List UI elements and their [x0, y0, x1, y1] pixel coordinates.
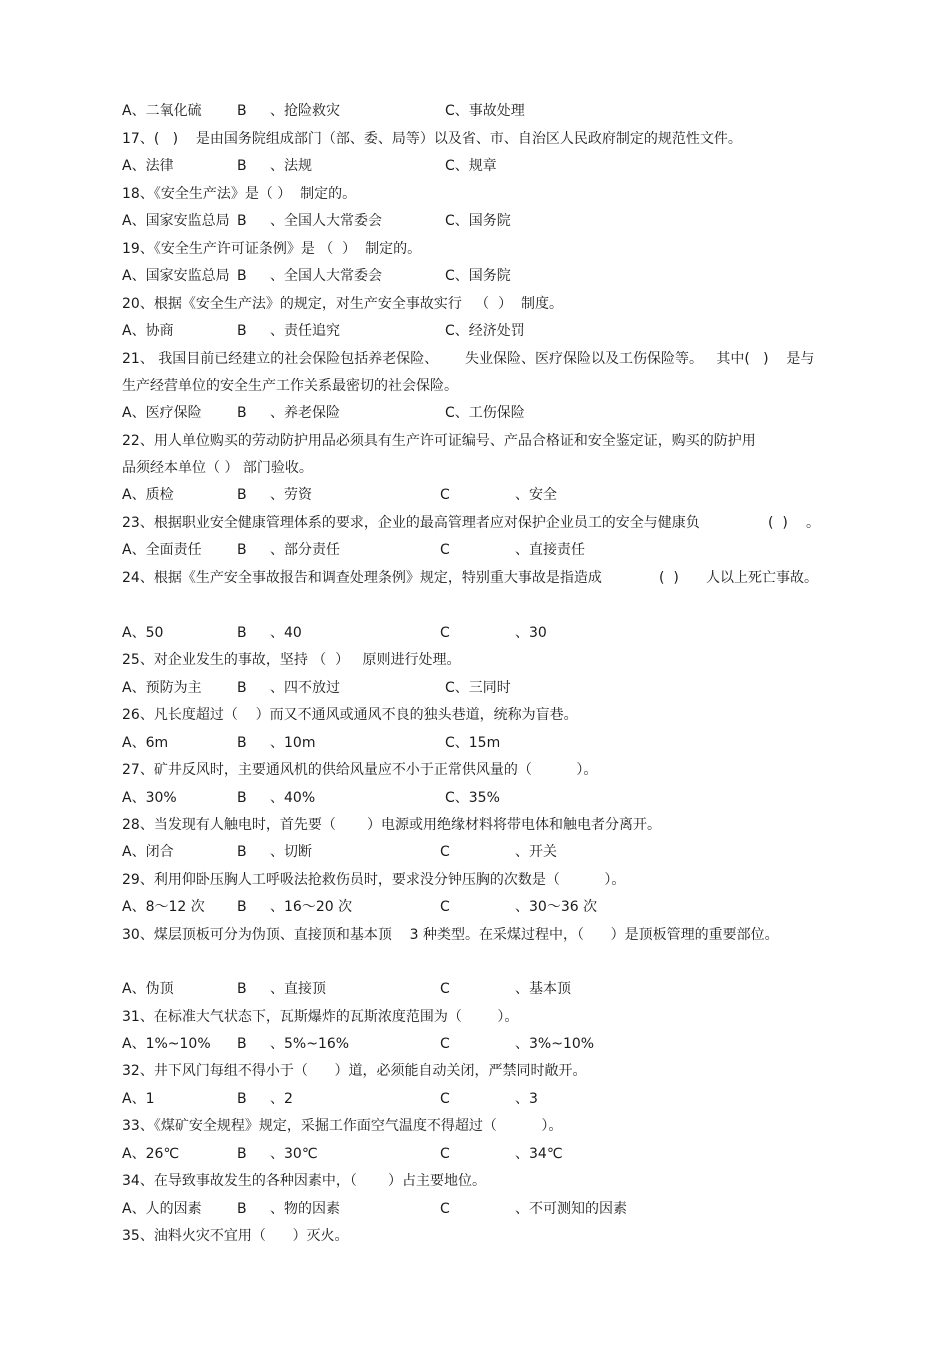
option-text: B	[237, 323, 247, 339]
option-text: 、基本顶	[515, 981, 571, 997]
option-text: A、26℃	[122, 1146, 180, 1162]
option-text: 、开关	[515, 844, 557, 860]
option-text: B	[237, 680, 247, 696]
option-text: 、直接顶	[270, 981, 326, 997]
option-text: B	[237, 268, 247, 284]
option-text: B	[237, 899, 247, 915]
option-text: A、医疗保险	[122, 405, 202, 421]
option-text: 、40	[270, 625, 302, 641]
option-text: A、50	[122, 625, 164, 641]
question-text: 17、( ) 是由国务院组成部门（部、委、局等）以及省、市、自治区人民政府制定的规范性文件。	[122, 131, 742, 147]
question-text: 23、根据职业安全健康管理体系的要求，企业的最高管理者应对保护企业员工的安全与健康负	[122, 515, 700, 531]
option-text: B	[237, 790, 247, 806]
option-text: 、法规	[270, 158, 312, 174]
question-text: 24、根据《生产安全事故报告和调查处理条例》规定，特别重大事故是指造成	[122, 570, 602, 586]
option-text: A、法律	[122, 158, 174, 174]
option-text: C、三同时	[445, 680, 511, 696]
question-text: 28、当发现有人触电时，首先要（ ）电源或用绝缘材料将带电体和触电者分离开。	[122, 817, 661, 833]
option-text: C、事故处理	[445, 103, 525, 119]
option-text: C、国务院	[445, 213, 511, 229]
option-text: C	[440, 844, 450, 860]
question-text: 25、对企业发生的事故，坚持 （ ） 原则进行处理。	[122, 652, 461, 668]
option-text: A、1%~10%	[122, 1036, 211, 1052]
option-text: 、切断	[270, 844, 312, 860]
option-text: B	[237, 542, 247, 558]
option-text: C	[440, 899, 450, 915]
question-text: 26、凡长度超过（ ）而又不通风或通风不良的独头巷道，统称为盲巷。	[122, 707, 578, 723]
question-text: 31、在标准大气状态下，瓦斯爆炸的瓦斯浓度范围为（ ）。	[122, 1009, 519, 1025]
option-text: A、预防为主	[122, 680, 202, 696]
option-text: 、劳资	[270, 487, 312, 503]
option-text: A、国家安监总局	[122, 268, 230, 284]
question-text: 生产经营单位的安全生产工作关系最密切的社会保险。	[122, 378, 458, 394]
question-text: 人以上死亡事故。	[706, 570, 818, 586]
option-text: B	[237, 103, 247, 119]
option-text: B	[237, 487, 247, 503]
option-text: C	[440, 981, 450, 997]
question-text: 34、在导致事故发生的各种因素中，（ ）占主要地位。	[122, 1173, 486, 1189]
option-text: 、全国人大常委会	[270, 213, 382, 229]
option-text: C、15m	[445, 735, 501, 751]
option-text: 、10m	[270, 735, 316, 751]
option-text: 、物的因素	[270, 1201, 340, 1217]
option-text: A、国家安监总局	[122, 213, 230, 229]
option-text: B	[237, 1036, 247, 1052]
question-text: 33、《煤矿安全规程》规定，采掘工作面空气温度不得超过（ ）。	[122, 1118, 563, 1134]
option-text: A、人的因素	[122, 1201, 202, 1217]
option-text: A、伪顶	[122, 981, 174, 997]
option-text: B	[237, 735, 247, 751]
option-text: 、30℃	[270, 1146, 318, 1162]
option-text: 、四不放过	[270, 680, 340, 696]
option-text: A、质检	[122, 487, 174, 503]
option-text: 、全国人大常委会	[270, 268, 382, 284]
option-text: A、协商	[122, 323, 174, 339]
option-text: 、16～20 次	[270, 899, 353, 915]
option-text: A、6m	[122, 735, 169, 751]
option-text: 、40%	[270, 790, 316, 806]
option-text: C	[440, 542, 450, 558]
option-text: 、3	[515, 1091, 538, 1107]
question-text: 。	[806, 515, 820, 531]
option-text: 、30～36 次	[515, 899, 598, 915]
question-text: 21、 我国目前已经建立的社会保险包括养老保险、 失业保险、医疗保险以及工伤保险等。 其中( ) 是与	[122, 351, 815, 367]
question-text: ( )	[659, 570, 679, 586]
question-text: 20、根据《安全生产法》的规定，对生产安全事故实行 （ ） 制度。	[122, 296, 563, 312]
question-text: 18、《安全生产法》是（ ） 制定的。	[122, 186, 357, 202]
option-text: C	[440, 1201, 450, 1217]
question-text: 35、油料火灾不宜用（ ）灭火。	[122, 1228, 349, 1244]
question-text: 30、煤层顶板可分为伪顶、直接顶和基本顶 3 种类型。在采煤过程中，（ ）是顶板管理的重要部位。	[122, 927, 779, 943]
option-text: B	[237, 1091, 247, 1107]
option-text: A、闭合	[122, 844, 174, 860]
option-text: 、不可测知的因素	[515, 1201, 627, 1217]
option-text: C	[440, 1146, 450, 1162]
option-text: C	[440, 1091, 450, 1107]
option-text: 、部分责任	[270, 542, 340, 558]
question-text: 19、《安全生产许可证条例》是 （ ） 制定的。	[122, 241, 422, 257]
option-text: 、2	[270, 1091, 293, 1107]
option-text: A、30%	[122, 790, 177, 806]
option-text: B	[237, 981, 247, 997]
question-text: 27、矿井反风时，主要通风机的供给风量应不小于正常供风量的（ ）。	[122, 762, 598, 778]
question-text: 22、用人单位购买的劳动防护用品必须具有生产许可证编号、产品合格证和安全鉴定证，购买的防护用	[122, 433, 756, 449]
option-text: A、全面责任	[122, 542, 202, 558]
option-text: 、5%~16%	[270, 1036, 350, 1052]
option-text: 、直接责任	[515, 542, 585, 558]
question-text: ( )	[768, 515, 788, 531]
option-text: B	[237, 625, 247, 641]
option-text: 、3%~10%	[515, 1036, 595, 1052]
option-text: B	[237, 213, 247, 229]
option-text: B	[237, 844, 247, 860]
option-text: 、34℃	[515, 1146, 563, 1162]
option-text: 、养老保险	[270, 405, 340, 421]
option-text: C、经济处罚	[445, 323, 525, 339]
question-text: 32、井下风门每组不得小于（ ）道，必须能自动关闭，严禁同时敞开。	[122, 1063, 587, 1079]
option-text: A、8～12 次	[122, 899, 205, 915]
option-text: B	[237, 158, 247, 174]
option-text: 、抢险救灾	[270, 103, 340, 119]
option-text: 、30	[515, 625, 547, 641]
option-text: 、责任追究	[270, 323, 340, 339]
option-text: C、35%	[445, 790, 500, 806]
option-text: C、国务院	[445, 268, 511, 284]
option-text: B	[237, 1201, 247, 1217]
option-text: C	[440, 1036, 450, 1052]
option-text: C、规章	[445, 158, 497, 174]
option-text: C	[440, 487, 450, 503]
option-text: B	[237, 1146, 247, 1162]
option-text: A、1	[122, 1091, 155, 1107]
option-text: C、工伤保险	[445, 405, 525, 421]
option-text: 、安全	[515, 487, 557, 503]
question-text: 品须经本单位（ ） 部门验收。	[122, 460, 313, 476]
option-text: A、二氧化硫	[122, 103, 202, 119]
option-text: B	[237, 405, 247, 421]
question-text: 29、利用仰卧压胸人工呼吸法抢救伤员时，要求没分钟压胸的次数是（ ）。	[122, 872, 626, 888]
option-text: C	[440, 625, 450, 641]
